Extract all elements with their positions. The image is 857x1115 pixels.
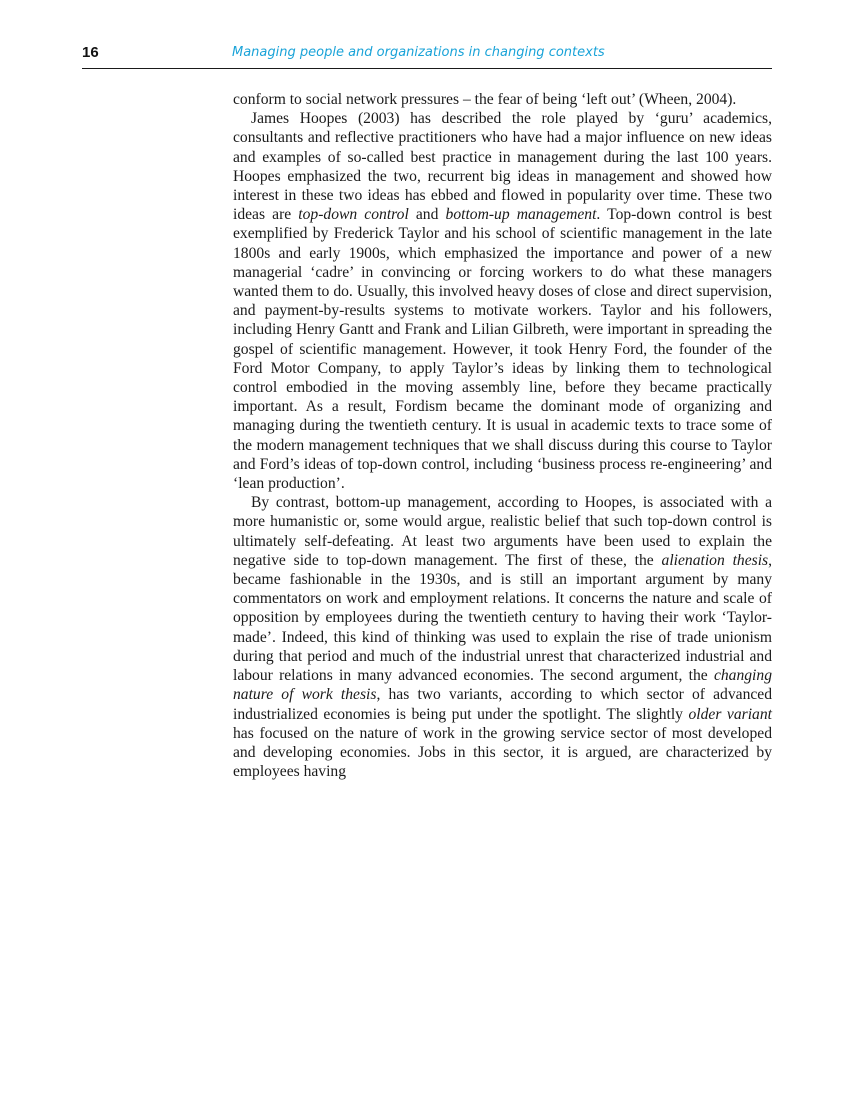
text-run: conform to social network pressures – the fear of being ‘left out’ (Wheen, 2004).: [233, 91, 737, 108]
text-run: , has two variants, according to which sector of advanced industrialized economies is being put under the spotlight. The slightly: [233, 686, 773, 723]
body-text: [233, 90, 772, 781]
italic-term-changing-nature-of-work-thesis: changing nature of work thesis: [233, 667, 772, 704]
running-header: [82, 44, 772, 69]
text-run: and: [408, 206, 446, 224]
text-run: By contrast, bottom-up management, according to Hoopes, is associated with a more humanistic or, some would argue, realistic belief that such top-down control is ultimately self-defeating. At least two arguments have been used to explain the negative side to top-down management. The first of these, the: [233, 494, 772, 569]
running-title: Managing people and organizations in changing contexts: [232, 45, 605, 60]
italic-term-top-down-control: top-down control: [298, 206, 409, 224]
text-run: has focused on the nature of work in the growing service sector of most developed and developing economies. Jobs in this sector, it is argued, are characterized by employees having: [233, 724, 772, 781]
paragraph-1: [233, 90, 772, 109]
text-run: , became fashionable in the 1930s, and is still an important argument by many commentators on work and employment relations. It concerns the nature and scale of opposition by employees during the twentieth century to having their work ‘Taylor-made’. Indeed, this kind of thinking was used to explain the rise of trade unionism during that period and much of the industrial unrest that characterized industrial and labour relations in many advanced economies. The second argument, the: [233, 551, 772, 685]
paragraph-3: [233, 493, 772, 781]
page-number: 16: [82, 44, 99, 61]
text-run: . Top-down control is best exemplified by Frederick Taylor and his school of scientific management in the late 1800s and early 1900s, which emphasized the importance and power of a new managerial ‘cadre’ in convincing or forcing workers to do what these managers wanted them to do. Usually, this involved heavy doses of close and direct supervision, and payment-by-results systems to motivate workers. Taylor and his followers, including Henry Gantt and Frank and Lilian Gilbreth, were important in spreading the gospel of scientific management. However, it took Henry Ford, the founder of the Ford Motor Company, to apply Taylor’s ideas by linking them to technological control embodied in the moving assembly line, before they became practically important. As a result, Fordism became the dominant mode of organizing and managing during the twentieth century. It is usual in academic texts to trace some of the modern management techniques that we shall discuss during this course to Taylor and Ford’s ideas of top-down control, including ‘business process re-engineering’ and ‘lean production’.: [233, 206, 773, 493]
italic-term-older-variant: older variant: [688, 705, 772, 723]
italic-term-alienation-thesis: alienation thesis: [661, 551, 769, 569]
italic-term-bottom-up-management: bottom-up management: [445, 206, 597, 224]
text-run: James Hoopes (2003) has described the role played by ‘guru’ academics, consultants and reflective practitioners who have had a major influence on new ideas and examples of so-called best practice in management during the last 100 years. Hoopes emphasized the two, recurrent big ideas in management and showed how interest in these two ideas has ebbed and flowed in popularity over time. These two ideas are: [233, 110, 772, 224]
paragraph-2: [233, 109, 772, 493]
